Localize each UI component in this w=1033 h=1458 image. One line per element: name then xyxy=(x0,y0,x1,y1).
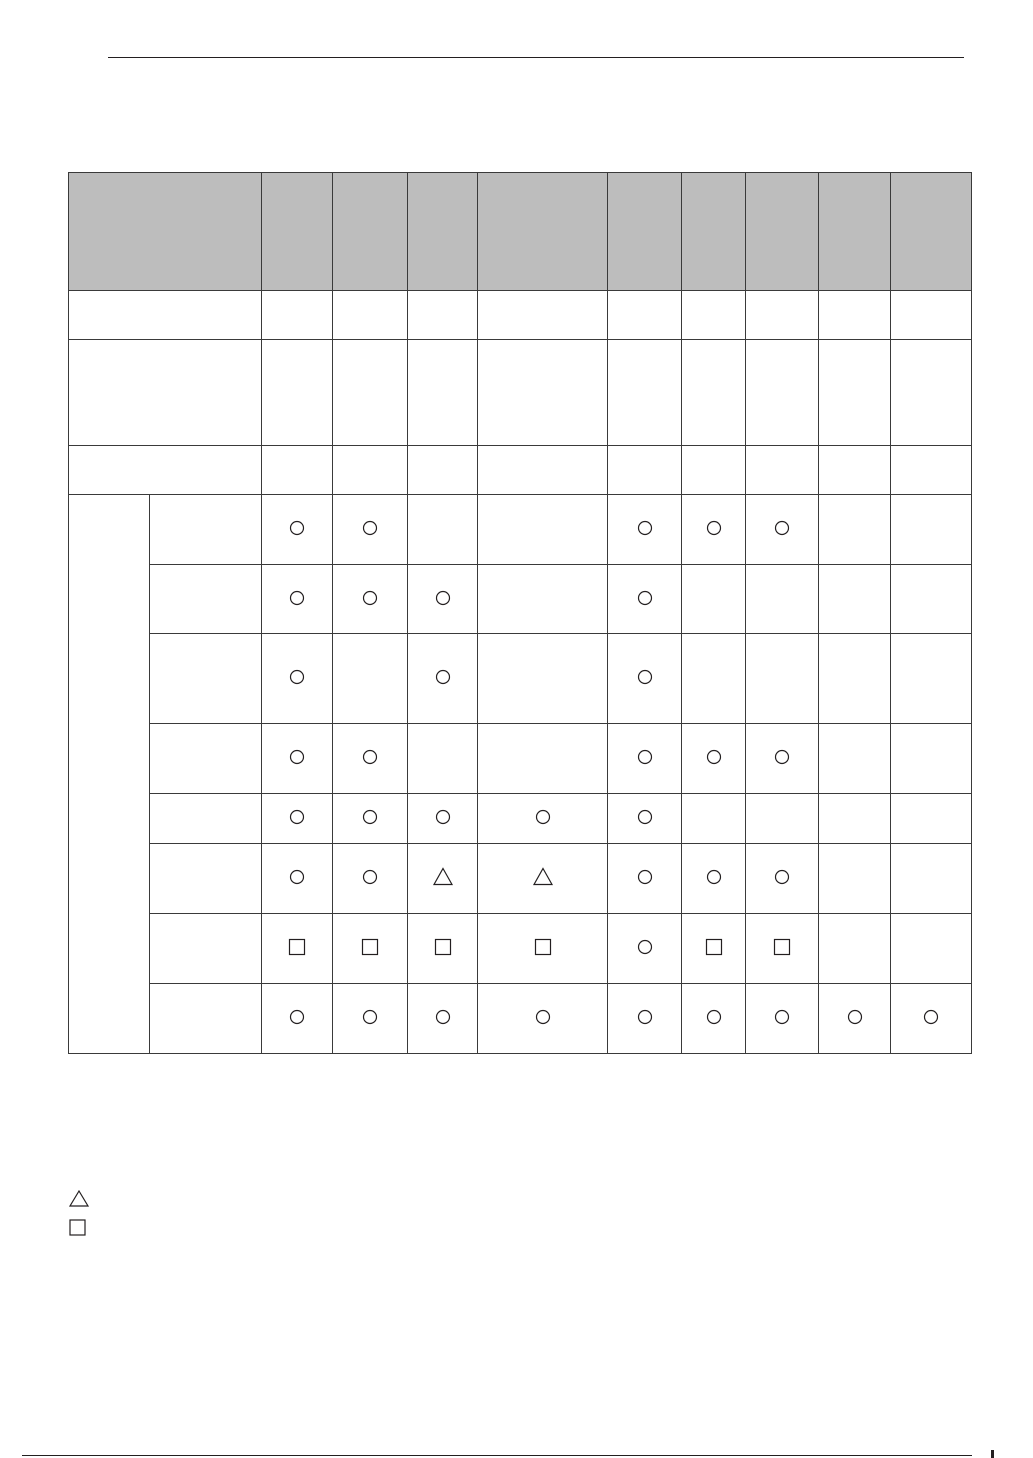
table-cell xyxy=(746,565,819,634)
circle-icon xyxy=(358,586,382,610)
table-cell xyxy=(408,495,478,565)
circle-icon xyxy=(633,805,657,829)
circle-icon xyxy=(770,745,794,769)
square-icon xyxy=(358,935,382,959)
table-cell xyxy=(408,844,478,914)
table-cell xyxy=(262,984,333,1054)
row-label xyxy=(150,984,262,1054)
table-cell xyxy=(891,291,972,340)
table-cell xyxy=(608,565,682,634)
table-cell xyxy=(891,984,972,1054)
table-cell xyxy=(262,446,333,495)
header-cell xyxy=(408,173,478,291)
circle-icon xyxy=(633,865,657,889)
table-cell xyxy=(478,495,608,565)
circle-icon xyxy=(431,1005,455,1029)
circle-icon xyxy=(531,805,555,829)
table-cell xyxy=(746,495,819,565)
table-cell xyxy=(819,291,891,340)
circle-icon xyxy=(358,1005,382,1029)
circle-icon xyxy=(358,865,382,889)
table-cell xyxy=(608,446,682,495)
table-cell xyxy=(333,446,408,495)
table-cell xyxy=(819,495,891,565)
table-cell xyxy=(746,446,819,495)
table-cell xyxy=(746,844,819,914)
circle-icon xyxy=(919,1005,943,1029)
compatibility-table xyxy=(68,172,972,1054)
table-cell xyxy=(262,634,333,724)
header-cell xyxy=(891,173,972,291)
header-cell xyxy=(819,173,891,291)
table-cell xyxy=(333,634,408,724)
circle-icon xyxy=(531,1005,555,1029)
table-cell xyxy=(682,724,746,794)
table-cell xyxy=(262,495,333,565)
circle-icon xyxy=(285,865,309,889)
table-cell xyxy=(262,794,333,844)
table-cell xyxy=(478,914,608,984)
table-cell xyxy=(478,794,608,844)
circle-icon xyxy=(285,586,309,610)
table-cell xyxy=(891,446,972,495)
circle-icon xyxy=(702,1005,726,1029)
square-icon xyxy=(770,935,794,959)
header-corner-cell xyxy=(69,173,262,291)
circle-icon xyxy=(702,516,726,540)
group-label xyxy=(69,495,150,1054)
table-cell xyxy=(478,291,608,340)
table-row xyxy=(69,446,972,495)
table-cell xyxy=(408,340,478,446)
table-row xyxy=(69,495,972,565)
circle-icon xyxy=(770,1005,794,1029)
table-cell xyxy=(819,914,891,984)
footer-mark xyxy=(991,1450,994,1458)
table-cell xyxy=(333,291,408,340)
table-cell xyxy=(682,495,746,565)
table-header-row xyxy=(69,173,972,291)
table-cell xyxy=(333,914,408,984)
table-cell xyxy=(608,495,682,565)
circle-icon xyxy=(431,586,455,610)
square-icon xyxy=(431,935,455,959)
table-cell xyxy=(408,565,478,634)
table-cell xyxy=(333,565,408,634)
circle-icon xyxy=(431,665,455,689)
row-label xyxy=(150,565,262,634)
table-cell xyxy=(682,340,746,446)
table-cell xyxy=(891,794,972,844)
table-row xyxy=(69,291,972,340)
table-cell xyxy=(746,914,819,984)
table-cell xyxy=(408,446,478,495)
row-label xyxy=(150,844,262,914)
square-icon xyxy=(531,935,555,959)
header-cell xyxy=(682,173,746,291)
table-cell xyxy=(478,724,608,794)
table-cell xyxy=(478,446,608,495)
table-cell xyxy=(408,724,478,794)
circle-icon xyxy=(633,516,657,540)
table-cell xyxy=(478,634,608,724)
circle-icon xyxy=(358,516,382,540)
table-row xyxy=(69,724,972,794)
row-label xyxy=(150,495,262,565)
table-cell xyxy=(608,724,682,794)
header-cell xyxy=(478,173,608,291)
table-cell xyxy=(682,984,746,1054)
table-cell xyxy=(608,291,682,340)
table-cell xyxy=(408,984,478,1054)
table-cell xyxy=(891,724,972,794)
circle-icon xyxy=(702,865,726,889)
circle-icon xyxy=(285,516,309,540)
table-cell xyxy=(478,340,608,446)
circle-icon xyxy=(431,805,455,829)
row-label xyxy=(69,340,262,446)
table-cell xyxy=(333,794,408,844)
table-row xyxy=(69,914,972,984)
table-cell xyxy=(408,634,478,724)
triangle-icon xyxy=(431,865,455,889)
table-cell xyxy=(819,984,891,1054)
table-cell xyxy=(262,565,333,634)
circle-icon xyxy=(358,805,382,829)
circle-icon xyxy=(285,665,309,689)
header-cell xyxy=(746,173,819,291)
table-cell xyxy=(746,984,819,1054)
table-cell xyxy=(891,844,972,914)
row-label xyxy=(150,724,262,794)
circle-icon xyxy=(770,516,794,540)
table-row xyxy=(69,565,972,634)
table-row xyxy=(69,340,972,446)
header-cell xyxy=(333,173,408,291)
table-cell xyxy=(819,340,891,446)
square-icon xyxy=(285,935,309,959)
circle-icon xyxy=(285,745,309,769)
table-cell xyxy=(682,914,746,984)
table-cell xyxy=(682,794,746,844)
footer-rule xyxy=(22,1455,972,1456)
table-cell xyxy=(262,844,333,914)
table-row xyxy=(69,794,972,844)
table-cell xyxy=(891,914,972,984)
table-cell xyxy=(746,794,819,844)
table-row xyxy=(69,844,972,914)
table-cell xyxy=(819,565,891,634)
table-cell xyxy=(608,794,682,844)
table-cell xyxy=(608,634,682,724)
table-cell xyxy=(819,794,891,844)
table-cell xyxy=(682,446,746,495)
table-cell xyxy=(682,565,746,634)
table-cell xyxy=(262,291,333,340)
table-cell xyxy=(819,446,891,495)
circle-icon xyxy=(633,586,657,610)
circle-icon xyxy=(633,745,657,769)
table-cell xyxy=(408,914,478,984)
circle-icon xyxy=(633,1005,657,1029)
table-cell xyxy=(608,914,682,984)
table-row xyxy=(69,984,972,1054)
table-cell xyxy=(746,291,819,340)
header-cell xyxy=(262,173,333,291)
table-cell xyxy=(333,984,408,1054)
table-cell xyxy=(891,565,972,634)
table-cell xyxy=(333,495,408,565)
table-cell xyxy=(478,844,608,914)
row-label xyxy=(69,291,262,340)
table-cell xyxy=(746,724,819,794)
table-cell xyxy=(819,844,891,914)
circle-icon xyxy=(702,745,726,769)
row-label xyxy=(150,794,262,844)
circle-icon xyxy=(843,1005,867,1029)
legend-square-icon xyxy=(68,1218,90,1238)
table-cell xyxy=(746,340,819,446)
table-cell xyxy=(262,340,333,446)
table-cell xyxy=(408,794,478,844)
table-cell xyxy=(608,340,682,446)
circle-icon xyxy=(285,805,309,829)
header-cell xyxy=(608,173,682,291)
circle-icon xyxy=(285,1005,309,1029)
table-cell xyxy=(333,724,408,794)
table-cell xyxy=(746,634,819,724)
row-label xyxy=(150,634,262,724)
table-cell xyxy=(478,565,608,634)
table-cell xyxy=(408,291,478,340)
circle-icon xyxy=(633,935,657,959)
table-cell xyxy=(478,984,608,1054)
circle-icon xyxy=(770,865,794,889)
table-cell xyxy=(819,724,891,794)
row-label xyxy=(150,914,262,984)
table-body xyxy=(69,291,972,1054)
square-icon xyxy=(702,935,726,959)
table-cell xyxy=(608,984,682,1054)
triangle-icon xyxy=(531,865,555,889)
table-cell xyxy=(819,634,891,724)
table-cell xyxy=(891,340,972,446)
table-cell xyxy=(333,340,408,446)
table-cell xyxy=(333,844,408,914)
circle-icon xyxy=(633,665,657,689)
circle-icon xyxy=(358,745,382,769)
table-cell xyxy=(262,914,333,984)
table-cell xyxy=(682,291,746,340)
table-cell xyxy=(682,844,746,914)
row-label xyxy=(69,446,262,495)
table-cell xyxy=(891,634,972,724)
table-cell xyxy=(891,495,972,565)
table-cell xyxy=(682,634,746,724)
table-cell xyxy=(262,724,333,794)
table-cell xyxy=(608,844,682,914)
legend-triangle-icon xyxy=(68,1189,90,1209)
table-row xyxy=(69,634,972,724)
header-rule xyxy=(108,57,964,58)
